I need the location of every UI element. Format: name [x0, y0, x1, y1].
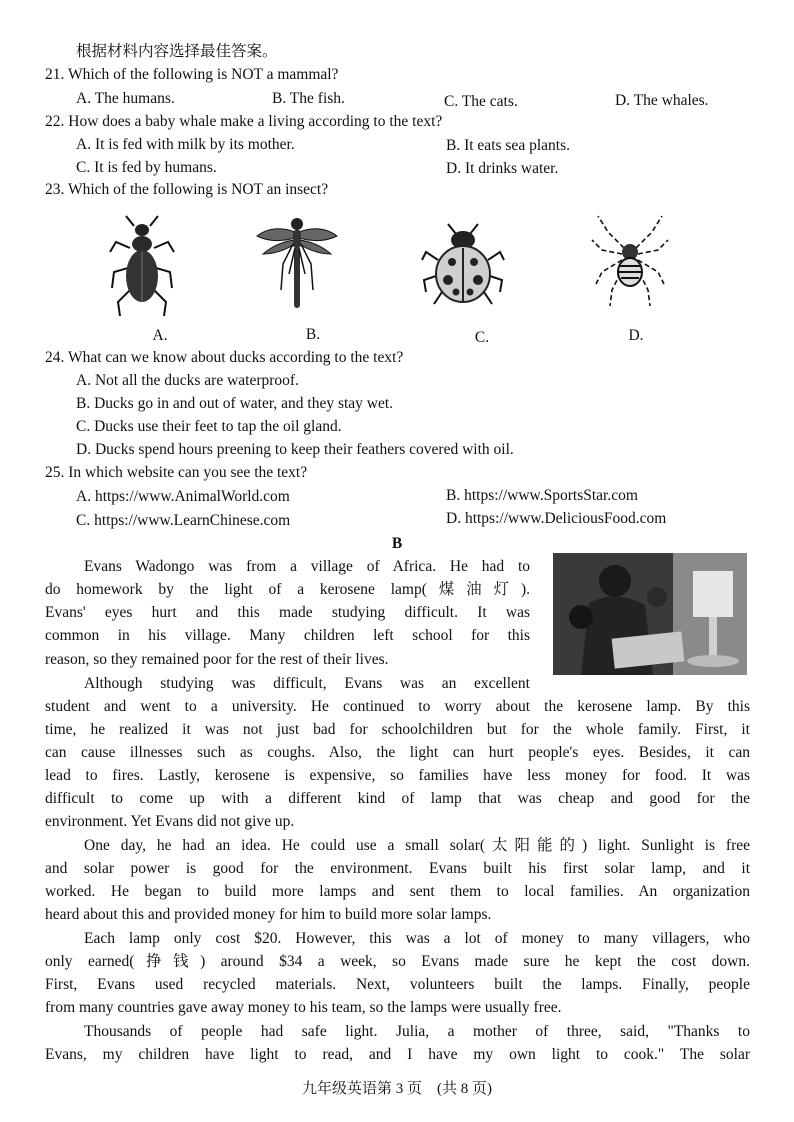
- question-25-stem: 25. In which website can you see the text?: [45, 464, 308, 481]
- paragraph-4-line-4: from many countries gave away money to his team, so the lamps were usually free.: [45, 999, 562, 1016]
- paragraph-2-line-6: difficult to come up with a different kind of lamp that was cheap and good for the: [45, 790, 750, 807]
- question-25-option-c: C. https://www.LearnChinese.com: [76, 512, 291, 529]
- question-24-stem: 24. What can we know about ducks according to the text?: [45, 349, 404, 366]
- paragraph-3-line-1: One day, he had an idea. He could use a small solar(太阳能的) light. Sunlight is free: [84, 837, 750, 854]
- figure-label-c: C.: [474, 329, 490, 346]
- paragraph-3-line-4: heard about this and provided money for him to build more solar lamps.: [45, 906, 492, 923]
- question-24-option-b: B. Ducks go in and out of water, and they stay wet.: [76, 395, 394, 412]
- paragraph-3-line-2: and solar power is good for the environment. Evans built his first solar lamp, and it: [45, 860, 750, 877]
- question-21-stem: 21. Which of the following is NOT a mammal?: [45, 66, 339, 83]
- paragraph-1-line-5: reason, so they remained poor for the rest of their lives.: [45, 651, 389, 668]
- question-25-option-a: A. https://www.AnimalWorld.com: [76, 488, 290, 505]
- question-21-option-d: D. The whales.: [615, 92, 709, 109]
- dragonfly-icon: [255, 214, 339, 320]
- paragraph-3-line-3: worked. He began to build more lamps and sent them to local families. An organization: [45, 883, 750, 900]
- evans-photo: [553, 553, 747, 675]
- question-24-option-c: C. Ducks use their feet to tap the oil gland.: [76, 418, 342, 435]
- beetle-icon: [104, 212, 180, 322]
- figure-label-d: D.: [628, 327, 644, 344]
- question-23-stem: 23. Which of the following is NOT an insect?: [45, 181, 329, 198]
- paragraph-2-line-3: time, he realized it was not just bad for schoolchildren but for the whole family. First, it: [45, 721, 750, 738]
- paragraph-1-line-4: common in his village. Many children left school for this: [45, 627, 530, 644]
- paragraph-2-line-5: lead to fires. Lastly, kerosene is expensive, so families have less money for food. It was: [45, 767, 750, 784]
- paragraph-4-line-2: only earned(挣钱) around $34 a week, so Evans made sure he kept the cost down.: [45, 953, 750, 970]
- question-21-option-a: A. The humans.: [76, 90, 175, 107]
- question-21-option-b: B. The fish.: [272, 90, 345, 107]
- figure-label-b: B.: [305, 326, 321, 343]
- paragraph-1-line-3: Evans' eyes hurt and this made studying difficult. It was: [45, 604, 530, 621]
- question-22-option-d: D. It drinks water.: [446, 160, 559, 177]
- paragraph-2-line-4: can cause illnesses such as coughs. Also, the light can hurt people's eyes. Besides, it can: [45, 744, 750, 761]
- question-21-option-c: C. The cats.: [444, 93, 518, 110]
- question-25-option-b: B. https://www.SportsStar.com: [446, 487, 638, 504]
- paragraph-5-line-1: Thousands of people had safe light. Julia, a mother of three, said, "Thanks to: [84, 1023, 750, 1040]
- question-24-option-d: D. Ducks spend hours preening to keep their feathers covered with oil.: [76, 441, 514, 458]
- question-22-option-a: A. It is fed with milk by its mother.: [76, 136, 295, 153]
- question-22-option-c: C. It is fed by humans.: [76, 159, 217, 176]
- paragraph-1-line-2: do homework by the light of a kerosene lamp(煤油灯).: [45, 581, 530, 598]
- ladybug-icon: [420, 222, 506, 310]
- spider-icon: [590, 210, 670, 310]
- paragraph-4-line-3: First, Evans used recycled materials. Next, volunteers built the lamps. Finally, people: [45, 976, 750, 993]
- question-22-option-b: B. It eats sea plants.: [446, 137, 570, 154]
- paragraph-1-line-1: Evans Wadongo was from a village of Africa. He had to: [84, 558, 530, 575]
- instruction: 根据材料内容选择最佳答案。: [76, 43, 278, 60]
- paragraph-4-line-1: Each lamp only cost $20. However, this was a lot of money to many villagers, who: [84, 930, 750, 947]
- figure-label-a: A.: [152, 327, 168, 344]
- paragraph-5-line-2: Evans, my children have light to read, and I have my own light to cook." The solar: [45, 1046, 750, 1063]
- question-25-option-d: D. https://www.DeliciousFood.com: [446, 510, 667, 527]
- paragraph-2-line-2: student and went to a university. He continued to worry about the kerosene lamp. By this: [45, 698, 750, 715]
- page-footer: 九年级英语第 3 页 (共 8 页): [302, 1081, 492, 1097]
- paragraph-2-line-1: Although studying was difficult, Evans was an excellent: [84, 675, 530, 692]
- paragraph-2-line-7: environment. Yet Evans did not give up.: [45, 813, 295, 830]
- section-b-heading: B: [391, 535, 403, 552]
- question-22-stem: 22. How does a baby whale make a living according to the text?: [45, 113, 443, 130]
- question-24-option-a: A. Not all the ducks are waterproof.: [76, 372, 299, 389]
